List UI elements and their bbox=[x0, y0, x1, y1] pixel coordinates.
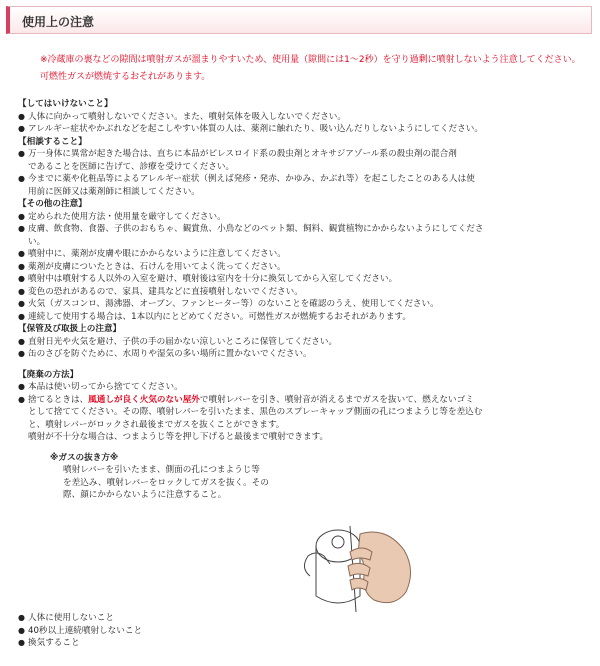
list-item: ● アレルギー症状やかぶれなどを起こしやすい体質の人は、薬剤に触れたり、吸い込んだりしないようにしてください。 bbox=[18, 123, 590, 136]
list-item: ● 連続して使用する場合は、1本以内にとどめてください。可燃性ガスが燃焼するおそれがあります。 bbox=[18, 311, 590, 324]
disposal-item: ● 捨てるときは、風通しが良く火気のない屋外で噴射レバーを引き、噴射音が消えるまでガスを抜いて、燃えないゴミ bbox=[18, 394, 590, 407]
list-item: い。 bbox=[28, 236, 46, 247]
list-item: ● 変色の恐れがあるので、家具、建具などに直接噴射しないでください。 bbox=[18, 286, 590, 299]
section-title: 【その他の注意】 bbox=[18, 199, 87, 209]
footer-item: ● 人体に使用しないこと bbox=[18, 612, 142, 625]
gas-tip-title: ※ガスの抜き方※ bbox=[50, 452, 119, 463]
disposal-title: 【廃棄の方法】 bbox=[18, 369, 79, 380]
disposal-line: 噴射が不十分な場合は、つまようじ等を押し下げると最後まで噴射できます。 bbox=[28, 432, 329, 442]
section-title: 【してはいけないこと】 bbox=[18, 99, 113, 109]
list-item: ● 万一身体に異常が起きた場合は、直ちに本品がピレスロイド系の殺虫剤とオキサジアゾール系の殺虫剤の混合剤 bbox=[18, 148, 590, 161]
disposal-item: ● 本品は使い切ってから捨ててください。 bbox=[18, 381, 590, 394]
list-item: ● 薬剤が皮膚についたときは、石けんを用いてよく洗ってください。 bbox=[18, 261, 590, 274]
list-item: ● 噴射中に、薬剤が皮膚や眼にかからないように注意してください。 bbox=[18, 248, 590, 261]
list-item: であることを医師に告げて、診療を受けてください。 bbox=[28, 161, 235, 172]
warning-note: ※冷蔵庫の裏などの隙間は噴射ガスが溜まりやすいため、使用量（隙間には1〜2秒）を守り過剰に噴射しないよう注意してください。可燃性ガスが燃焼するおそれがあります。 bbox=[40, 55, 581, 82]
footer-item: ● 換気すること bbox=[18, 637, 142, 650]
disposal-line: として捨ててください。その際、噴射レバーを引いたまま、黒色のスプレーキャップ側面の孔につまようじ等を差込む bbox=[28, 407, 483, 417]
gas-tip-line: を差込み、噴射レバーをロックしてガスを抜く。その bbox=[63, 477, 269, 488]
list-item: ● 定められた使用方法・使用量を厳守してください。 bbox=[18, 211, 590, 224]
list-item: 用前に医師又は薬剤師に相談してください。 bbox=[28, 186, 200, 197]
highlight-outdoor: 風通しが良く火気のない屋外 bbox=[88, 394, 200, 405]
list-item: ● 人体に向かって噴射しないでください。また、噴射気体を吸入しないでください。 bbox=[18, 111, 590, 124]
footer-notes bbox=[18, 612, 142, 650]
gas-tip-line: 際、顔にかからないように注意すること。 bbox=[63, 490, 227, 500]
gas-tip-line: 噴射レバーを引いたまま、側面の孔につまようじ等 bbox=[63, 465, 260, 475]
section-title: 【保管及び取扱上の注意】 bbox=[18, 324, 122, 334]
disposal-line: と、噴射レバーがロックされ最後までガスを抜くことができます。 bbox=[28, 419, 285, 430]
sections-container bbox=[18, 98, 590, 361]
section-title: 【相談すること】 bbox=[18, 136, 87, 147]
list-item: ● 噴射中は噴射する人以外の入室を避け、噴射後は室内を十分に換気してから入室してください。 bbox=[18, 273, 590, 286]
list-item: ● 缶のさびを防ぐために、水周りや湿気の多い場所に置かないでください。 bbox=[18, 348, 590, 361]
section-header bbox=[6, 6, 592, 34]
list-item: ● 火気（ガスコンロ、湯沸器、オーブン、ファンヒーター等）のないことを確認のうえ、使用してください。 bbox=[18, 298, 590, 311]
list-item: ● 今までに薬や化粧品等によるアレルギー症状（例えば発疹・発赤、かゆみ、かぶれ等）を起こしたことのある人は使 bbox=[18, 173, 590, 186]
spray-can-illustration bbox=[290, 516, 422, 612]
caution-body bbox=[18, 98, 590, 502]
list-item: ● 皮膚、飲食物、食器、子供のおもちゃ、観賞魚、小鳥などのペット類、飼料、観賞植物にかからないようにしてくださ bbox=[18, 223, 590, 236]
page-title: 使用上の注意 bbox=[22, 15, 95, 29]
footer-item: ● 40秒以上連続噴射しないこと bbox=[18, 625, 142, 638]
list-item: ● 直射日光や火気を避け、子供の手の届かない涼しいところに保管してください。 bbox=[18, 336, 590, 349]
